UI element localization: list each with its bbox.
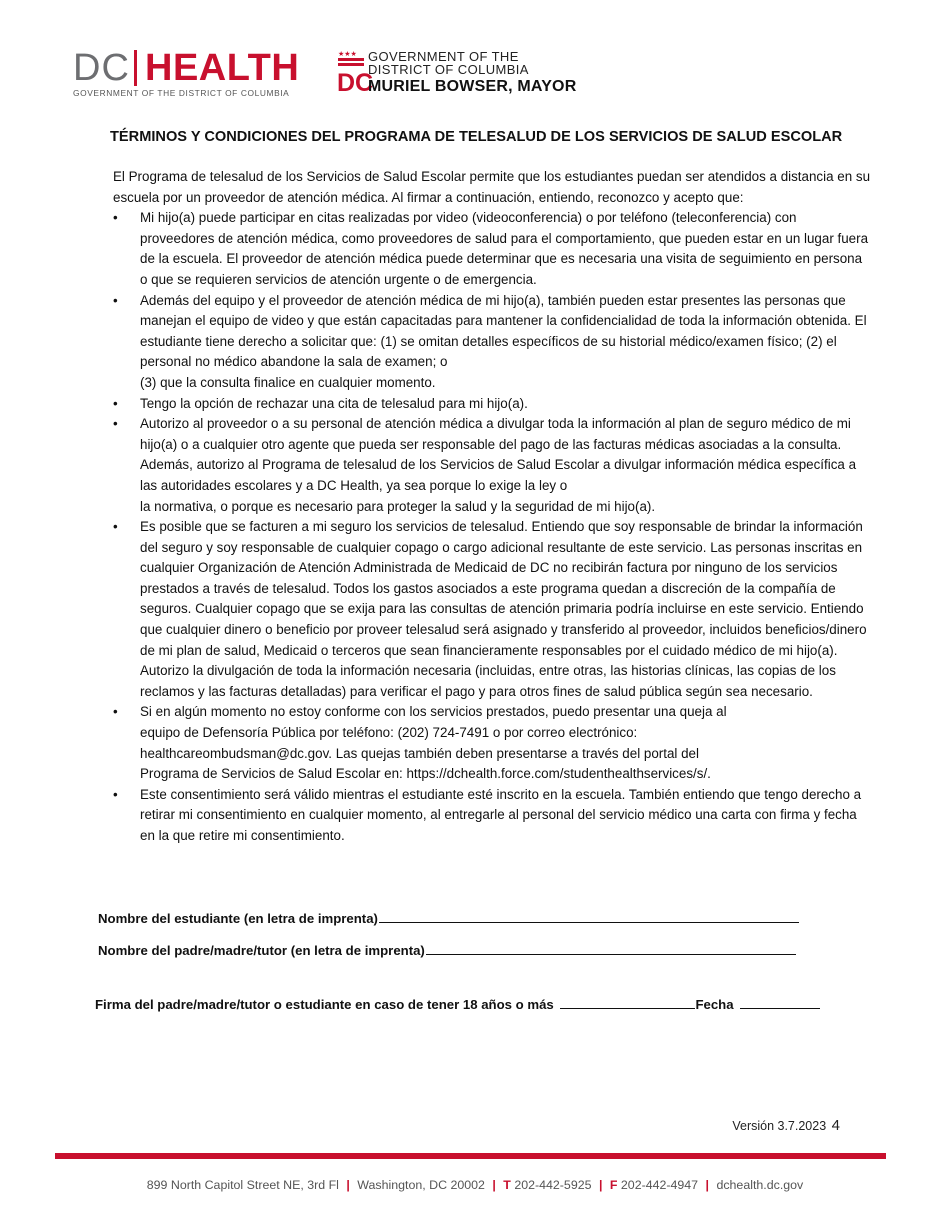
list-item-text: Tengo la opción de rechazar una cita de telesalud para mi hijo(a). [140, 395, 528, 411]
list-item-text: Además del equipo y el proveedor de atención médica de mi hijo(a), también pueden estar presentes las personas que manejan el equipo de video y que están capacitadas para mantener la confidencialidad de toda la información obtenida. El estudiante tiene derecho a solicitar que: (1) se omitan detalles específicos de su historial médico/examen físico; (2) el personal no médico abandone la sala de examen; o [140, 292, 867, 370]
document-title: TÉRMINOS Y CONDICIONES DEL PROGRAMA DE TELESALUD DE LOS SERVICIOS DE SALUD ESCOLAR [110, 129, 843, 145]
list-item-text: Este consentimiento será válido mientras el estudiante esté inscrito en la escuela. También entiendo que tengo derecho a retirar mi consentimiento en cualquier momento, al entregarle al personal del servicio médico una carta con firma y fecha en la que retire mi consentimiento. [140, 786, 862, 843]
document-body [113, 167, 873, 847]
list-item [113, 208, 873, 290]
bullet-icon: • [113, 416, 118, 432]
logo-subtitle: GOVERNMENT OF THE DISTRICT OF COLUMBIA [73, 88, 290, 98]
logo-dc-text: DC [73, 47, 130, 89]
portal-url-text: Programa de Servicios de Salud Escolar en: https://dchealth.force.com/studenthealthservices/s/. [140, 766, 711, 782]
footer-city: Washington, DC 20002 [357, 1178, 485, 1192]
list-item-text: equipo de Defensoría Pública por teléfono: (202) 724-7491 o por correo electrónico: [140, 725, 638, 741]
gov-line-2: DISTRICT OF COLUMBIA [368, 62, 529, 77]
logo-divider [134, 50, 137, 86]
gov-line-1: GOVERNMENT OF THE [368, 49, 519, 64]
list-item-text: (3) que la consulta finalice en cualquier momento. [140, 374, 436, 390]
footer-phone: 202-442-5925 [514, 1178, 592, 1192]
list-item-text: Si en algún momento no estoy conforme con los servicios prestados, puedo presentar una queja al [140, 704, 727, 720]
signature-field [95, 997, 820, 1012]
list-item-text: la normativa, o porque es necesario para proteger la salud y la seguridad de mi hijo(a). [140, 498, 656, 514]
bullet-icon: • [113, 704, 118, 720]
intro-paragraph: El Programa de telesalud de los Servicios de Salud Escolar permite que los estudiantes puedan ser atendidos a distancia en su escuela por un proveedor de atención médica. Al firmar a continuación, entiendo, reconozco y acepto que: [113, 169, 871, 205]
footer-divider [55, 1153, 886, 1159]
version-label [732, 1117, 840, 1134]
student-name-field [98, 911, 799, 926]
svg-text:★★★: ★★★ [338, 50, 357, 58]
list-item-text: Mi hijo(a) puede participar en citas realizadas por video (videoconferencia) o por teléfono (teleconferencia) con proveedores de atención médica, como proveedores de salud para el comportamiento, que pueden estar en un lugar fuera de la escuela. El proveedor de atención médica puede determinar que es necesaria una visita de seguimiento en persona o que se requieren servicios de atención urgente o de emergencia. [140, 210, 869, 287]
footer-separator: | [705, 1178, 709, 1192]
bullet-icon: • [113, 395, 118, 411]
gov-logo-dc-prefix: DC [337, 69, 374, 97]
logo-health-text: HEALTH [145, 47, 300, 89]
list-item [113, 394, 873, 415]
date-line[interactable] [740, 1007, 820, 1009]
terms-list [113, 208, 873, 846]
date-label: Fecha [695, 997, 734, 1012]
bullet-icon: • [113, 519, 118, 535]
mayor-name: MURIEL BOWSER, MAYOR [368, 78, 577, 95]
list-item [113, 702, 873, 784]
list-item [113, 517, 873, 702]
footer-address: 899 North Capitol Street NE, 3rd Fl [146, 1178, 339, 1192]
version-text: Versión 3.7.2023 [732, 1119, 827, 1133]
footer-fax: 202-442-4947 [620, 1178, 699, 1192]
list-item-text: Es posible que se facturen a mi seguro los servicios de telesalud. Entiendo que soy responsable de brindar la información del seguro y soy responsable de cualquier copago o cargo adicional resultante de este servicio. Las personas inscritas en cualquier Organización de Atención Administrada de Medicaid de DC no recibirán factura por ninguno de los servicios prestados a través de telesalud. Todos los gastos asociados a este programa quedan a discreción de la compañía de seguros. Cualquier copago que se exija para las consultas de atención primaria podría incluirse en este servicio. Entiendo que cualquier dinero o beneficio por proveer telesalud será asignado y transferido al proveedor, incluidos beneficios/dinero de mi plan de salud, Medicaid o terceros que sean financieramente responsables por el cuidado médico de mi hijo(a). Autorizo la divulgación de toda la información necesaria (incluidas, entre otras, las historias clínicas, las copias de los reclamos y las facturas detalladas) para verificar el pago y para otros fines de salud pública según sea necesario. [140, 519, 867, 699]
list-item-text: Autorizo al proveedor o a su personal de atención médica a divulgar toda la información al plan de seguro médico de mi hijo(a) o a cualquier otro agente que pueda ser responsable del pago de las facturas médicas asociadas a la consulta. Además, autorizo al Programa de telesalud de los Servicios de Salud Escolar a divulgar información médica específica a las autoridades escolares y a DC Health, ya sea porque lo exige la ley o [140, 416, 857, 493]
student-name-label: Nombre del estudiante (en letra de imprenta) [98, 911, 378, 926]
phone-label: T [503, 1178, 511, 1192]
dc-health-logo [73, 48, 298, 98]
signature-label: Firma del padre/madre/tutor o estudiante en caso de tener 18 años o más [95, 997, 554, 1012]
fax-label: F [609, 1178, 618, 1192]
parent-name-field [98, 943, 796, 958]
dc-government-logo [337, 49, 587, 99]
bullet-icon: • [113, 292, 118, 308]
parent-name-line[interactable] [426, 953, 796, 955]
bullet-icon: • [113, 786, 118, 802]
footer-separator: | [598, 1178, 603, 1192]
footer-contact [0, 1178, 950, 1192]
footer-separator: | [492, 1178, 496, 1192]
student-name-line[interactable] [379, 921, 799, 923]
signature-line[interactable] [560, 1007, 695, 1009]
footer-website-link[interactable]: dchealth.dc.gov [716, 1178, 804, 1192]
dc-flag-badge-icon [337, 49, 374, 97]
list-item [113, 291, 873, 394]
footer-separator: | [346, 1178, 350, 1192]
page-number: 4 [831, 1117, 840, 1134]
ombudsman-email-text: healthcareombudsman@dc.gov. Las quejas también deben presentarse a través del portal del [140, 745, 699, 761]
list-item [113, 414, 873, 517]
bullet-icon: • [113, 210, 118, 226]
parent-name-label: Nombre del padre/madre/tutor (en letra de imprenta) [98, 943, 425, 958]
list-item [113, 785, 873, 847]
